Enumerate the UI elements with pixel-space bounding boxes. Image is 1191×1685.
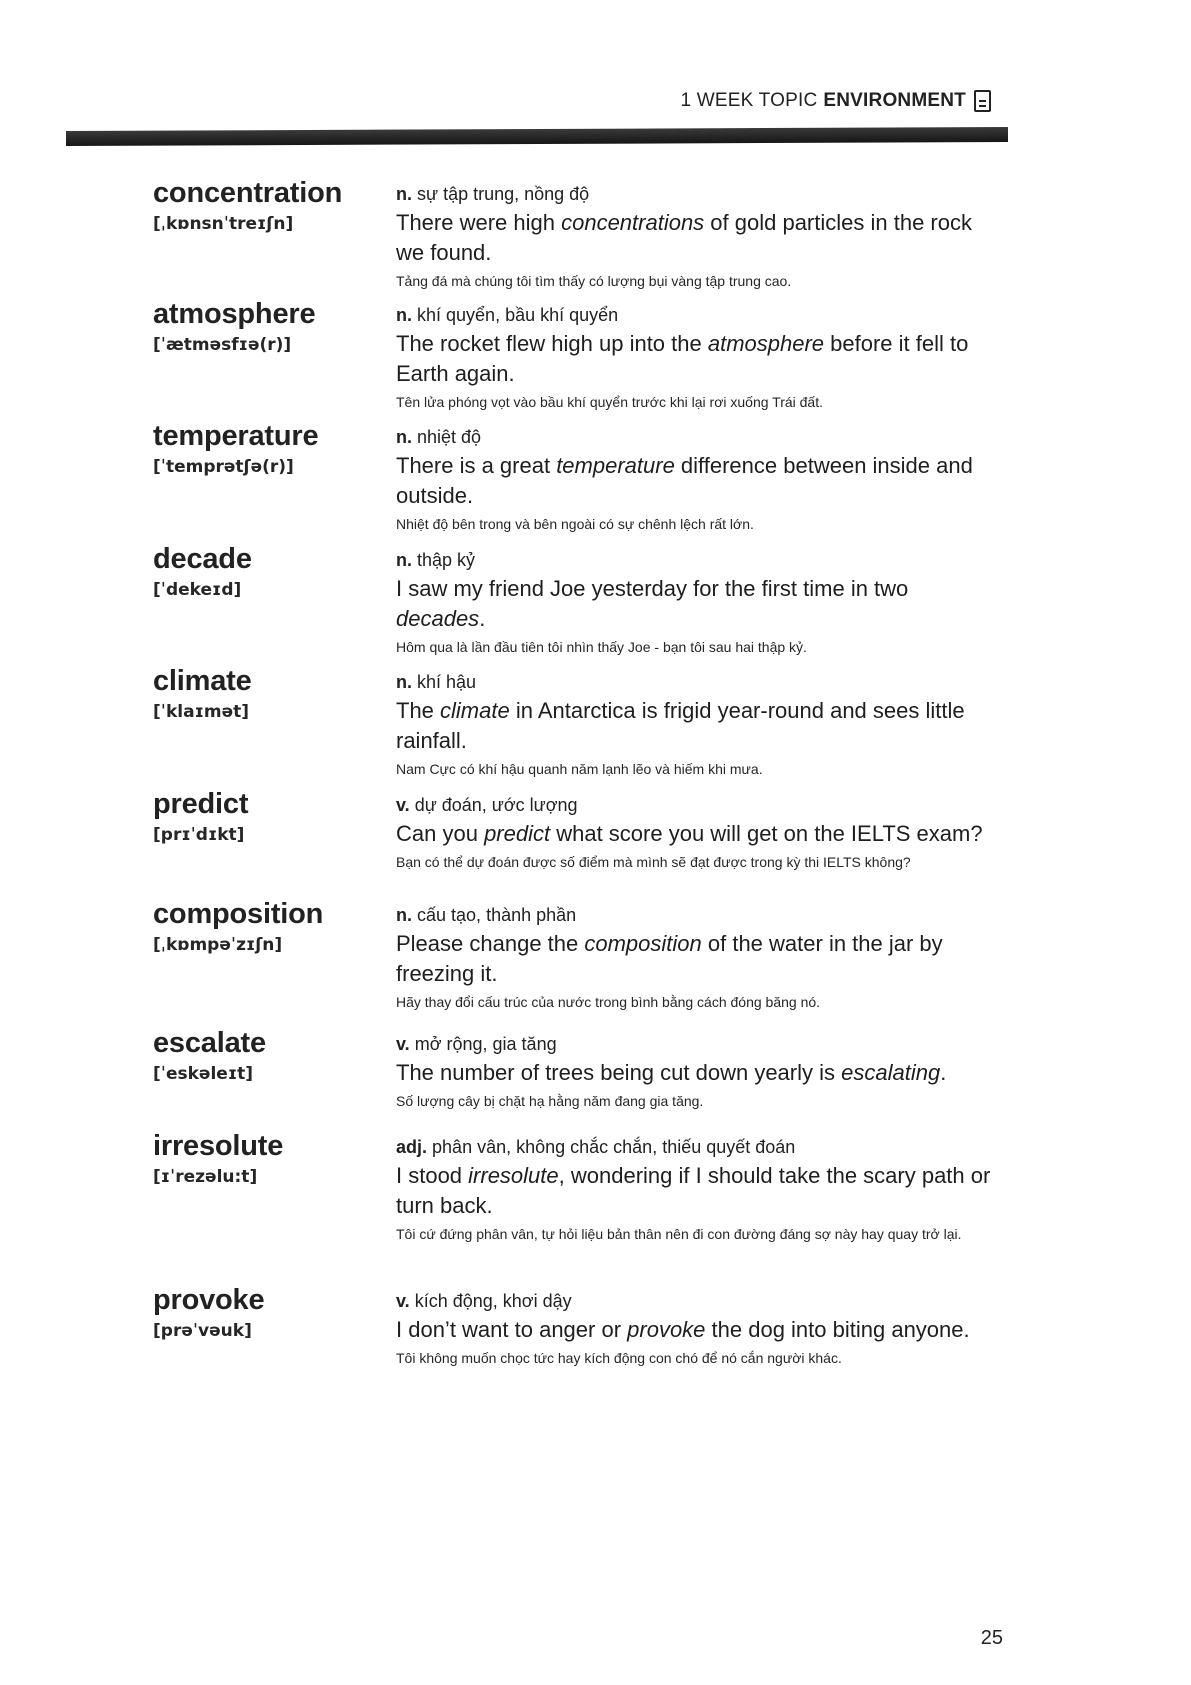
example-text: in Antarctica is frigid year-round and sees little rainfall. — [396, 698, 965, 753]
headword: provoke — [153, 1284, 265, 1316]
meaning: nhiệt độ — [417, 427, 482, 447]
translation: Tôi không muốn chọc tức hay kích động con chó để nó cắn người khác. — [396, 1350, 842, 1366]
example-text: The number of trees being cut down yearly is — [396, 1060, 842, 1085]
headword: concentration — [153, 177, 343, 209]
running-header — [681, 90, 991, 112]
part-of-speech: n. — [396, 305, 412, 325]
vocab-entry — [0, 297, 1191, 419]
example-keyword: concentrations — [561, 210, 705, 235]
headword: escalate — [153, 1027, 266, 1059]
example-keyword: climate — [440, 698, 510, 723]
example-text: the dog into biting anyone. — [705, 1317, 970, 1342]
definition-line — [396, 548, 996, 572]
pronunciation: [ˈdekeɪd] — [153, 580, 242, 600]
translation: Hôm qua là lần đầu tiên tôi nhìn thấy Joe - bạn tôi sau hai thập kỷ. — [396, 639, 807, 655]
definition-line — [396, 182, 996, 206]
example-text: I don’t want to anger or — [396, 1317, 628, 1342]
vocab-entry — [0, 1026, 1191, 1129]
part-of-speech: n. — [396, 550, 412, 570]
vocabulary-list — [0, 176, 1191, 1383]
meaning: cấu tạo, thành phần — [417, 905, 577, 925]
pronunciation: [prɪˈdɪkt] — [153, 825, 245, 845]
pronunciation: [ˌkɒnsnˈtreɪʃn] — [153, 214, 294, 234]
example-text: of the water in the jar by freezing it. — [396, 931, 943, 986]
vocab-entry — [0, 542, 1191, 664]
pronunciation: [ˈtemprətʃə(r)] — [153, 457, 294, 477]
definition-line — [396, 1135, 996, 1159]
definition-line — [396, 793, 996, 817]
pronunciation: [ˈklaɪmət] — [153, 702, 249, 722]
example-text: There is a great — [396, 453, 557, 478]
example-sentence — [396, 819, 996, 849]
meaning: dự đoán, ước lượng — [414, 795, 578, 815]
example-text: I stood — [396, 1163, 469, 1188]
example-text: Can you — [396, 821, 485, 846]
vocab-entry — [0, 1129, 1191, 1283]
part-of-speech: n. — [396, 427, 412, 447]
example-text: what score you will get on the IELTS exam? — [550, 821, 983, 846]
part-of-speech: adj. — [396, 1137, 428, 1157]
part-of-speech: v. — [396, 795, 410, 815]
translation: Tảng đá mà chúng tôi tìm thấy có lượng bụi vàng tập trung cao. — [396, 273, 792, 289]
example-sentence — [396, 1315, 996, 1345]
page-number: 25 — [980, 1627, 1003, 1649]
headword: temperature — [153, 420, 319, 452]
translation: Hãy thay đổi cấu trúc của nước trong bình bằng cách đóng băng nó. — [396, 994, 821, 1010]
example-text: . — [479, 606, 486, 631]
meaning: khí hậu — [417, 672, 477, 692]
translation: Tên lửa phóng vọt vào bầu khí quyển trước khi lại rơi xuống Trái đất. — [396, 394, 823, 410]
example-sentence — [396, 929, 996, 989]
example-sentence — [396, 1058, 996, 1088]
meaning: phân vân, không chắc chắn, thiếu quyết đoán — [432, 1137, 796, 1157]
part-of-speech: v. — [396, 1291, 410, 1311]
headword: predict — [153, 788, 249, 820]
meaning: thập kỷ — [417, 550, 476, 570]
pronunciation: [ɪˈrezəlu:t] — [153, 1167, 258, 1187]
example-text: The rocket flew high up into the — [396, 331, 708, 356]
example-text: There were high — [396, 210, 562, 235]
meaning: khí quyển, bầu khí quyển — [417, 305, 619, 325]
example-sentence — [396, 329, 996, 389]
example-text: of gold particles in the rock we found. — [396, 210, 972, 265]
pronunciation: [ˌkɒmpəˈzɪʃn] — [153, 935, 283, 955]
example-sentence — [396, 1161, 996, 1221]
example-sentence — [396, 574, 996, 634]
part-of-speech: v. — [396, 1034, 410, 1054]
translation: Số lượng cây bị chặt hạ hằng năm đang gia tăng. — [396, 1093, 704, 1109]
translation: Tôi cứ đứng phân vân, tự hỏi liệu bản thân nên đi con đường đáng sợ này hay quay trở lại. — [396, 1226, 962, 1242]
vocab-entry — [0, 176, 1191, 297]
vocab-entry — [0, 1283, 1191, 1383]
example-text: The — [396, 698, 441, 723]
example-sentence — [396, 696, 996, 756]
header-topic: ENVIRONMENT — [823, 90, 966, 111]
example-text: difference between inside and outside. — [396, 453, 973, 508]
example-keyword: predict — [484, 821, 551, 846]
meaning: sự tập trung, nồng độ — [417, 184, 590, 204]
definition-line — [396, 1289, 996, 1313]
definition-line — [396, 425, 996, 449]
example-sentence — [396, 208, 996, 268]
part-of-speech: n. — [396, 905, 412, 925]
example-keyword: atmosphere — [707, 331, 825, 356]
meaning: kích động, khơi dậy — [414, 1291, 572, 1311]
example-sentence — [396, 451, 996, 511]
headword: atmosphere — [153, 298, 316, 330]
translation: Nam Cực có khí hậu quanh năm lạnh lẽo và hiếm khi mưa. — [396, 761, 763, 777]
example-text: , wondering if I should take the scary path or turn back. — [396, 1163, 991, 1218]
example-text: . — [940, 1060, 947, 1085]
pronunciation: [ˈeskəleɪt] — [153, 1064, 253, 1084]
header-prefix: 1 WEEK TOPIC — [680, 90, 818, 111]
definition-line — [396, 303, 996, 327]
vocab-entry — [0, 419, 1191, 542]
vocab-entry — [0, 664, 1191, 787]
definition-line — [396, 903, 996, 927]
translation: Nhiệt độ bên trong và bên ngoài có sự chênh lệch rất lớn. — [396, 516, 754, 532]
headword: irresolute — [153, 1130, 284, 1162]
headword: composition — [153, 898, 324, 930]
vocab-entry — [0, 897, 1191, 1026]
example-keyword: decades — [396, 606, 480, 631]
translation: Bạn có thể dự đoán được số điểm mà mình sẽ đạt được trong kỳ thi IELTS không? — [396, 854, 911, 870]
example-keyword: irresolute — [468, 1163, 559, 1188]
example-keyword: escalating — [841, 1060, 941, 1085]
example-text: I saw my friend Joe yesterday for the first time in two — [396, 576, 909, 601]
example-keyword: provoke — [627, 1317, 706, 1342]
vocab-entry — [0, 787, 1191, 897]
document-icon — [974, 90, 991, 112]
meaning: mở rộng, gia tăng — [414, 1034, 557, 1054]
example-text: Please change the — [396, 931, 585, 956]
definition-line — [396, 1032, 996, 1056]
pronunciation: [prəˈvəuk] — [153, 1321, 252, 1341]
headword: climate — [153, 665, 252, 697]
example-keyword: temperature — [556, 453, 675, 478]
part-of-speech: n. — [396, 184, 412, 204]
headword: decade — [153, 543, 252, 575]
example-keyword: composition — [584, 931, 702, 956]
header-rule — [66, 127, 1008, 146]
part-of-speech: n. — [396, 672, 412, 692]
definition-line — [396, 670, 996, 694]
pronunciation: [ˈætməsfɪə(r)] — [153, 335, 292, 355]
example-text: before it fell to Earth again. — [396, 331, 969, 386]
